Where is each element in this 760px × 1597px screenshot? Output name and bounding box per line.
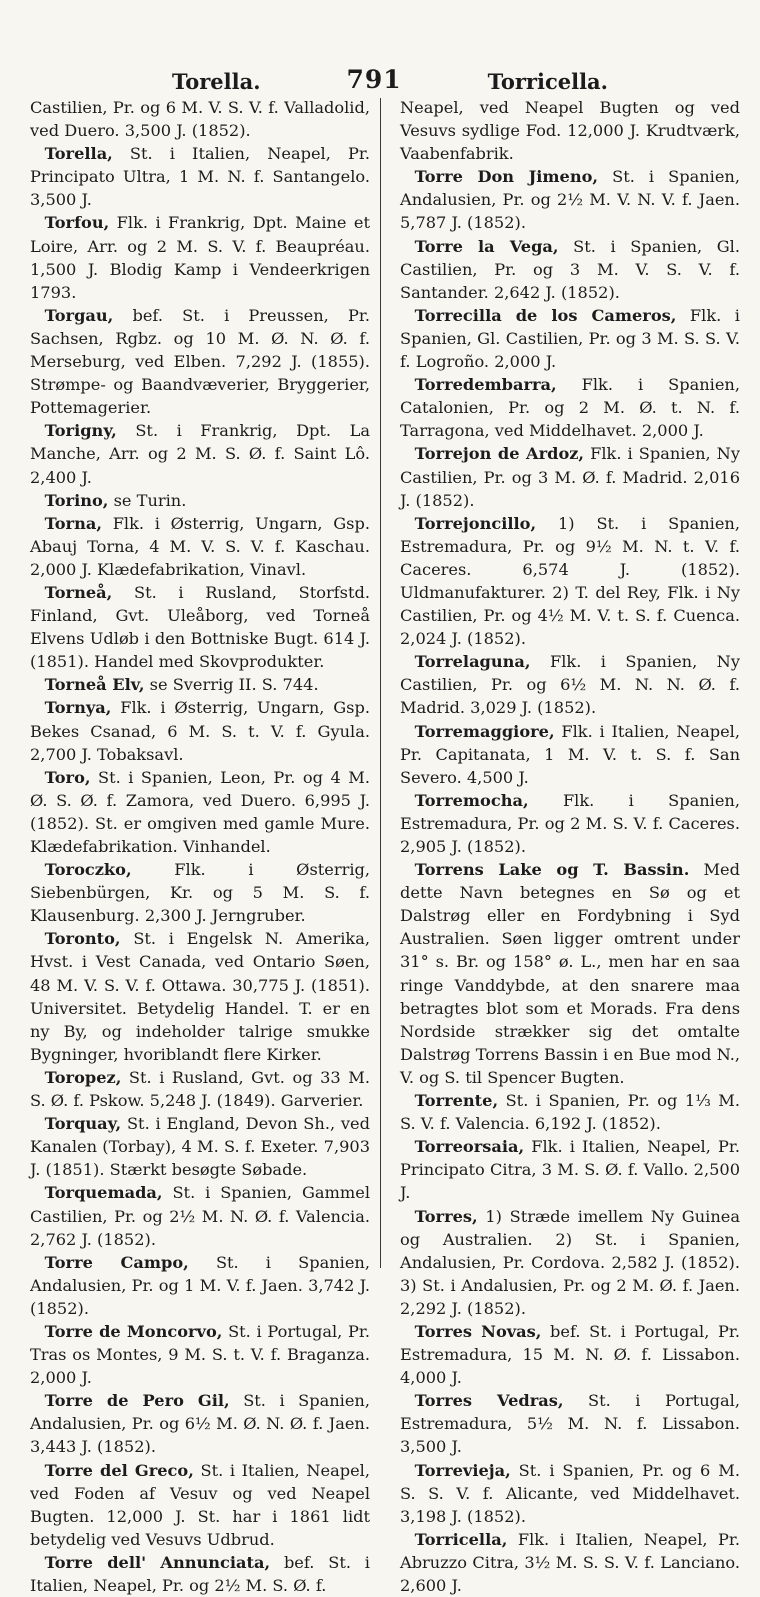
dictionary-entry <box>30 927 370 1066</box>
entry-body: St. i Italien, Neapel, ved Foden af Vesuv og ved Neapel Bugten. 12,000 J. St. har i 1861 lidt betydelig ved Vesuvs Udbrud. <box>30 1460 370 1549</box>
entry-body: bef. St. i Preussen, Pr. Sachsen, Rgbz. og 10 M. Ø. N. Ø. f. Merseburg, ved Elben. 7,292 J. (1855). Strømpe- og Baandvæverier, Bryggerier, Pottemagerier. <box>30 305 370 418</box>
entry-headword: Torre dell' Annunciata, <box>44 1552 271 1572</box>
entry-body: bef. St. i Portugal, Pr. Estremadura, 15 M. N. Ø. f. Lissabon. 4,000 J. <box>400 1321 740 1388</box>
dictionary-entry <box>30 1551 370 1597</box>
dictionary-entry <box>400 1089 740 1135</box>
entry-headword: Torrens Lake og T. Bassin. <box>414 860 690 880</box>
dictionary-entry <box>30 673 370 696</box>
dictionary-entry <box>400 235 740 304</box>
entry-headword: Torrejon de Ardoz, <box>414 444 585 464</box>
entry-body: St. i Spanien, Gammel Castilien, Pr. og 2½ M. N. Ø. f. Valencia. 2,762 J. (1852). <box>30 1183 371 1249</box>
entry-body: 1) St. i Spanien, Estremadura, Pr. og 9½ M. N. t. V. f. Caceres. 6,574 J. (1852). Uldmanufakturer. 2) T. del Rey, Flk. i Ny Castilien, Pr. og 4½ M. V. t. S. f. Cuenca. 2,024 J. (1852). <box>400 513 740 649</box>
entry-body: St. i Italien, Neapel, Pr. Principato Ultra, 1 M. N. f. Santangelo. 3,500 J. <box>30 144 370 210</box>
dictionary-entry <box>400 1459 740 1528</box>
dictionary-entry <box>30 1389 370 1458</box>
entry-body: St. i Spanien, Gl. Castilien, Pr. og 3 M. V. S. V. f. Santander. 2,642 J. (1852). <box>400 236 740 302</box>
entry-headword: Torfou, <box>44 213 110 233</box>
dictionary-entry <box>400 1205 740 1320</box>
entry-headword: Torquay, <box>44 1114 122 1134</box>
entry-body: Neapel, ved Neapel Bugten og ved Vesuvs sydlige Fod. 12,000 J. Krudtværk, Vaabenfabrik. <box>400 98 740 164</box>
dictionary-entry <box>30 1320 370 1389</box>
entry-body: Castilien, Pr. og 6 M. V. S. V. f. Valladolid, ved Duero. 3,500 J. (1852). <box>30 98 370 141</box>
entry-body: Med dette Navn betegnes en Sø og et Dalstrøg eller en Fordybning i Syd Australien. Søen ligger omtrent under 31° s. Br. og 158° ø. L., men har en saa ringe Vanddybde, at den snarere maa betragtes blot som et Morads. Fra dens Nordside strækker sig det omtalte Dalstrøg Torrens Bassin i en Bue mod N., V. og S. til Spencer Bugten. <box>400 860 740 1087</box>
entry-headword: Torre Don Jimeno, <box>414 167 599 187</box>
entry-headword: Torre la Vega, <box>414 236 559 256</box>
dictionary-entry <box>400 1528 740 1597</box>
left-column <box>30 96 370 1597</box>
entry-headword: Torre del Greco, <box>44 1460 194 1480</box>
entry-body: Flk. i Spanien, Ny Castilien, Pr. og 6½ M. N. N. Ø. f. Madrid. 3,029 J. (1852). <box>400 652 740 718</box>
entry-body: St. i Portugal, Estremadura, 5½ M. N. f. Lissabon. 3,500 J. <box>400 1391 740 1457</box>
entry-body: bef. St. i Italien, Neapel, Pr. og 2½ M. S. Ø. f. <box>30 1552 370 1595</box>
entry-headword: Torredembarra, <box>414 375 557 395</box>
dictionary-entry <box>400 512 740 651</box>
entry-headword: Torre Campo, <box>44 1252 189 1272</box>
entry-body: St. i Engelsk N. Amerika, Hvst. i Vest Canada, ved Ontario Søen, 48 M. V. S. V. f. Ottawa. 30,775 J. (1851). Universitet. Betydelig Handel. T. er en ny By, og indeholder talrige smukke Bygninger, hvoriblandt flere Kirker. <box>30 929 371 1064</box>
page-header <box>30 60 730 94</box>
column-divider <box>380 98 381 1268</box>
dictionary-entry <box>30 581 370 673</box>
header-left-word: Torella. <box>172 69 261 94</box>
entry-headword: Torna, <box>44 513 102 533</box>
entry-headword: Torres Vedras, <box>414 1391 564 1411</box>
dictionary-entry <box>30 858 370 927</box>
dictionary-entry <box>400 96 740 165</box>
dictionary-entry <box>30 96 370 142</box>
entry-headword: Toro, <box>44 767 91 787</box>
entry-headword: Torrente, <box>414 1091 499 1111</box>
entry-body: Flk. i Italien, Neapel, Pr. Principato Citra, 3 M. S. Ø. f. Vallo. 2,500 J. <box>400 1137 740 1203</box>
dictionary-entry <box>30 1459 370 1551</box>
dictionary-entry <box>400 1389 740 1458</box>
entry-body: se Turin. <box>113 490 187 510</box>
entry-body: St. i Rusland, Storfstd. Finland, Gvt. Uleåborg, ved Torneå Elvens Udløb i den Bottniske Bugt. 614 J. (1851). Handel med Skovprodukter. <box>30 582 370 672</box>
entry-body: Flk. i Spanien, Estremadura, Pr. og 2 M. S. V. f. Caceres. 2,905 J. (1852). <box>400 790 740 856</box>
entry-headword: Torigny, <box>44 421 117 441</box>
entry-body: St. i Spanien, Andalusien, Pr. og 1 M. V. f. Jaen. 3,742 J. (1852). <box>30 1252 370 1318</box>
dictionary-entry <box>400 373 740 442</box>
entry-body: St. i Spanien, Pr. og 1⅓ M. S. V. f. Valencia. 6,192 J. (1852). <box>400 1091 740 1134</box>
entry-body: St. i Portugal, Pr. Tras os Montes, 9 M. S. t. V. f. Braganza. 2,000 J. <box>30 1321 370 1388</box>
entry-body: Flk. i Frankrig, Dpt. Maine et Loire, Arr. og 2 M. S. V. f. Beaupréau. 1,500 J. Blodig Kamp i Vendeerkrigen 1793. <box>30 213 370 302</box>
entry-body: Flk. i Spanien, Ny Castilien, Pr. og 3 M. Ø. f. Madrid. 2,016 J. (1852). <box>400 444 740 510</box>
entry-headword: Torreorsaia, <box>414 1137 525 1157</box>
dictionary-entry <box>400 1320 740 1389</box>
dictionary-entry <box>30 419 370 488</box>
dictionary-entry <box>400 1135 740 1204</box>
entry-body: Flk. i Østerrig, Siebenbürgen, Kr. og 5 M. S. f. Klausenburg. 2,300 J. Jerngruber. <box>30 860 370 926</box>
entry-body: Flk. i Italien, Neapel, Pr. Abruzzo Citra, 3½ M. S. S. V. f. Lanciano. 2,600 J. <box>400 1529 740 1595</box>
entry-headword: Torgau, <box>44 305 114 325</box>
entry-headword: Torrevieja, <box>414 1460 511 1480</box>
dictionary-entry <box>400 858 740 1089</box>
entry-headword: Torricella, <box>414 1529 508 1549</box>
dictionary-entry <box>400 165 740 234</box>
entry-body: Flk. i Spanien, Gl. Castilien, Pr. og 3 M. S. S. V. f. Logroño. 2,000 J. <box>400 305 740 372</box>
entry-headword: Toroczko, <box>44 860 132 880</box>
entry-body: St. i Spanien, Leon, Pr. og 4 M. Ø. S. Ø. f. Zamora, ved Duero. 6,995 J. (1852). St. er omgiven med gamle Mure. Klædefabrikation. Vinhandel. <box>30 767 370 856</box>
header-right-word: Torricella. <box>487 69 608 94</box>
entry-body: St. i Spanien, Pr. og 6 M. S. S. V. f. Alicante, ved Middelhavet. 3,198 J. (1852). <box>400 1460 740 1526</box>
dictionary-entry <box>400 650 740 719</box>
entry-headword: Toropez, <box>44 1067 122 1087</box>
entry-headword: Torino, <box>44 490 109 510</box>
dictionary-entry <box>30 1066 370 1112</box>
dictionary-entry <box>30 1112 370 1181</box>
entry-headword: Torella, <box>44 144 113 164</box>
dictionary-entry <box>30 489 370 512</box>
entry-headword: Torneå Elv, <box>44 675 145 695</box>
dictionary-entry <box>30 211 370 303</box>
entry-headword: Torquemada, <box>44 1183 163 1203</box>
entry-body: Flk. i Spanien, Catalonien, Pr. og 2 M. Ø. t. N. f. Tarragona, ved Middelhavet. 2,000 J. <box>400 375 740 441</box>
dictionary-entry <box>30 1251 370 1320</box>
entry-body: St. i Spanien, Andalusien, Pr. og 6½ M. Ø. N. Ø. f. Jaen. 3,443 J. (1852). <box>30 1391 370 1457</box>
entry-headword: Torneå, <box>44 582 113 602</box>
entry-headword: Torrejoncillo, <box>414 513 537 533</box>
dictionary-entry <box>400 304 740 373</box>
dictionary-entry <box>400 720 740 789</box>
entry-headword: Torres Novas, <box>414 1321 542 1341</box>
entry-body: Flk. i Italien, Neapel, Pr. Capitanata, 1 M. V. t. S. f. San Severo. 4,500 J. <box>400 721 740 787</box>
dictionary-entry <box>30 304 370 419</box>
entry-body: St. i Rusland, Gvt. og 33 M. S. Ø. f. Pskow. 5,248 J. (1849). Garverier. <box>30 1067 370 1111</box>
entry-headword: Torre de Pero Gil, <box>44 1391 230 1411</box>
dictionary-entry <box>30 142 370 211</box>
dictionary-entry <box>400 442 740 511</box>
entry-headword: Torre de Moncorvo, <box>44 1321 223 1341</box>
dictionary-entry <box>30 512 370 581</box>
entry-headword: Tornya, <box>44 698 112 718</box>
dictionary-entry <box>30 766 370 858</box>
entry-body: Flk. i Østerrig, Ungarn, Gsp. Bekes Csanad, 6 M. S. t. V. f. Gyula. 2,700 J. Tobaksavl. <box>30 698 370 764</box>
dictionary-entry <box>30 696 370 765</box>
entry-body: St. i England, Devon Sh., ved Kanalen (Torbay), 4 M. S. f. Exeter. 7,903 J. (1851). Stærkt besøgte Søbade. <box>30 1114 370 1180</box>
entry-headword: Torremocha, <box>414 790 529 810</box>
dictionary-entry <box>400 789 740 858</box>
dictionary-entry <box>30 1181 370 1250</box>
entry-body: Flk. i Østerrig, Ungarn, Gsp. Abauj Torna, 4 M. V. S. V. f. Kaschau. 2,000 J. Klædefabrikation, Vinavl. <box>30 513 370 579</box>
entry-body: St. i Frankrig, Dpt. La Manche, Arr. og 2 M. S. Ø. f. Saint Lô. 2,400 J. <box>30 421 370 487</box>
entry-headword: Torres, <box>414 1206 478 1226</box>
entry-headword: Torrelaguna, <box>414 652 531 672</box>
right-column <box>400 96 740 1597</box>
entry-body: St. i Spanien, Andalusien, Pr. og 2½ M. V. N. V. f. Jaen. 5,787 J. (1852). <box>400 167 740 233</box>
page-number: 791 <box>346 65 402 94</box>
entry-body: 1) Stræde imellem Ny Guinea og Australien. 2) St. i Spanien, Andalusien, Pr. Cordova. 2,582 J. (1852). 3) St. i Andalusien, Pr. og 2 M. Ø. f. Jaen. 2,292 J. (1852). <box>400 1206 740 1318</box>
entry-headword: Torrecilla de los Cameros, <box>414 305 677 325</box>
entry-headword: Toronto, <box>44 929 121 949</box>
entry-body: se Sverrig II. S. 744. <box>149 675 319 695</box>
entry-headword: Torremaggiore, <box>414 721 555 741</box>
